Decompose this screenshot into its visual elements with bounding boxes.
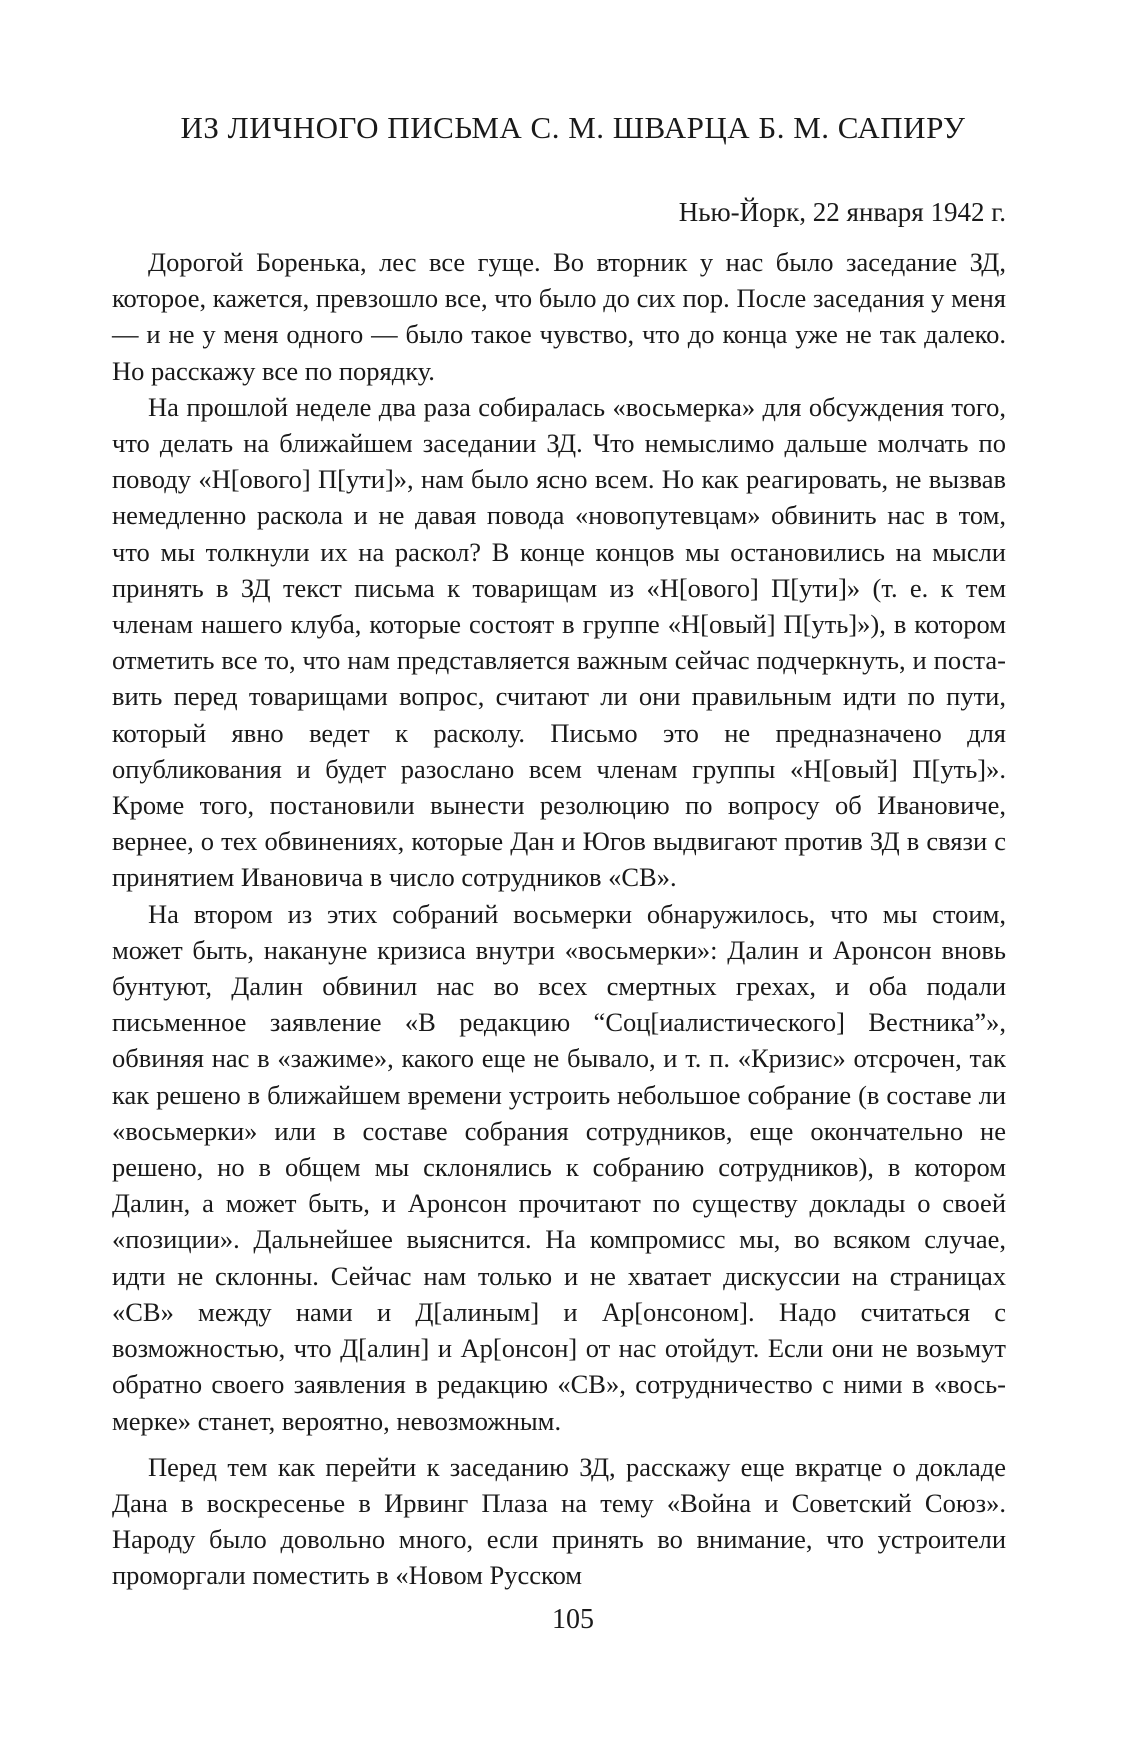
letter-dateline: Нью-Йорк, 22 января 1942 г. xyxy=(678,197,1006,227)
paragraph: На втором из этих собраний восьмерки обнаружилось, что мы стоим, может быть, накануне кризиса внутри «восьмерки»: Далин и Аронсон вновь бунтуют, Далин обвинил нас во всех смертных грехах, и оба подали письменное заявление «В редакцию “Соц[иалистического] Вестника”», обвиняя нас в «зажиме», какого еще не бывало, и т. п. «Кризис» отсрочен, так как решено в ближайшем времени устроить небольшое собрание (в составе ли «восьмерки» или в составе собрания сотрудников, еще окончательно не решено, но в общем мы склонялись к собранию сотрудников), в котором Далин, а может быть, и Аронсон прочитают по существу доклады о своей «позиции». Дальнейшее выяснится. На компромисс мы, во всяком случае, идти не склонны. Сейчас нам только и не хватает дискуссии на страницах «СВ» между нами и Д[алиным] и Ар[онсоном]. Надо считаться с возможностью, что Д[алин] и Ар[онсон] от нас отойдут. Если они не возьмут обратно своего заявления в редакцию «СВ», сотрудничество с ними в «восьмерке» станет, вероятно, невозможным. xyxy=(112,898,1006,1436)
page-title: ИЗ ЛИЧНОГО ПИСЬМА С. М. ШВАРЦА Б. М. САПИРУ xyxy=(180,110,966,145)
paragraph: Перед тем как перейти к заседанию ЗД, расскажу еще вкратце о докладе Дана в воскресенье в Ирвинг Плаза на тему «Война и Советский Союз». Народу было довольно много, если принять во внимание, что устроители проморгали поместить в «Новом Русском xyxy=(112,1451,1006,1591)
paragraph: Дорогой Боренька, лес все гуще. Во вторник у нас было заседание ЗД, которое, кажется, превзошло все, что было до сих пор. После заседания у меня — и не у меня одного — было такое чувство, что до конца уже не так далеко. Но расскажу все по порядку. xyxy=(112,247,1006,386)
letter-body xyxy=(112,244,1006,1594)
paragraph: На прошлой неделе два раза собиралась «восьмерка» для обсуждения того, что делать на ближайшем заседании ЗД. Что немыслимо дальше молчать по поводу «Н[ового] П[ути]», нам было ясно всем. Но как реагировать, не вызвав немедленно раскола и не давая повода «новопутевцам» обвинить нас в том, что мы толкнули их на раскол? В конце концов мы остановились на мысли принять в ЗД текст письма к товарищам из «Н[ового] П[ути]» (т. е. к тем членам нашего клуба, которые состоят в группе «Н[овый] П[уть]»), в котором отметить все то, что нам представляется важным сейчас подчеркнуть, и поставить перед товарищами вопрос, считают ли они правильным идти по пути, который явно ведет к расколу. Письмо это не предназначено для опубликования и будет разослано всем членам группы «Н[овый] П[уть]». Кроме того, постановили вынести резолюцию по вопросу об Ивановиче, вернее, о тех обвинениях, которые Дан и Югов выдвигают против ЗД в связи с принятием Ивановича в число сотрудников «СВ». xyxy=(112,391,1006,893)
page-number: 105 xyxy=(552,1604,594,1635)
